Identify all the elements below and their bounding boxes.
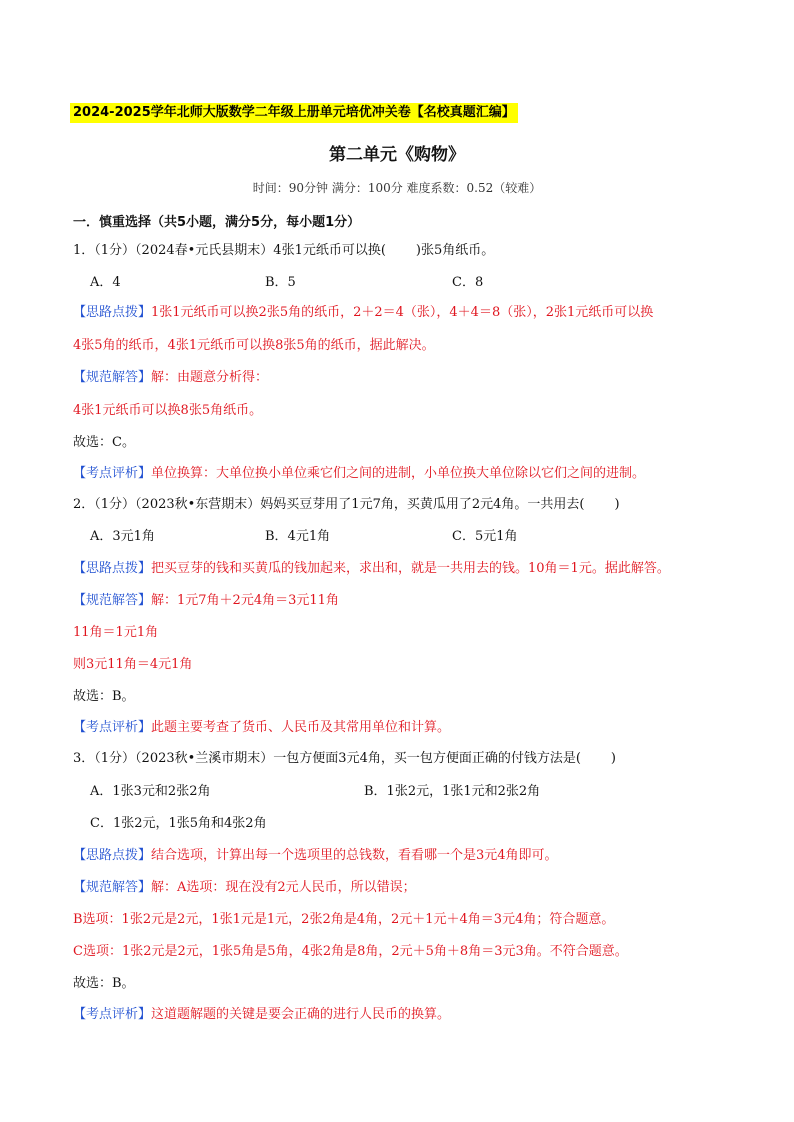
- q1-answer: [73, 368, 268, 388]
- q3-answer-line2: B选项：1张2元是2元，1张1元是1元，2张2角是4角，2元＋1元＋4角＝3元4角；符合题意。: [73, 912, 615, 927]
- q2-hint-text: 把买豆芽的钱和买黄瓜的钱加起来，求出和，就是一共用去的钱。10角＝1元。据此解答。: [151, 561, 670, 576]
- review-tag: 【考点评析】: [73, 466, 152, 481]
- q2-review: [73, 718, 450, 738]
- q3-option-b: B．1张2元，1张1元和2张2角: [364, 784, 541, 799]
- q3-review: [73, 1005, 450, 1025]
- q1-review: [73, 464, 645, 484]
- q2-answer-line2: 11角＝1元1角: [73, 625, 159, 640]
- q2-stem-b: ): [614, 497, 620, 512]
- q2-hint: [73, 559, 670, 579]
- q3-option-a: A．1张3元和2张2角: [90, 784, 211, 799]
- q3-answer-line1: 解：A选项：现在没有2元人民币，所以错误；: [151, 880, 416, 895]
- q1-option-a: A．4: [90, 275, 121, 290]
- q2-option-c: C．5元1角: [452, 529, 518, 544]
- q3-review-text: 这道题解题的关键是要会正确的进行人民币的换算。: [151, 1007, 451, 1022]
- q2-option-a: A．3元1角: [90, 529, 155, 544]
- q1-hint-line2: 4张5角的纸币，4张1元纸币可以换8张5角的纸币，据此解决。: [73, 338, 435, 353]
- q3-answer: [73, 878, 416, 898]
- q1-stem-a: 1．（1分）（2024春•元氏县期末）4张1元纸币可以换(: [73, 243, 386, 258]
- q1-hint-line1: 1张1元纸币可以换2张5角的纸币，2＋2＝4（张），4＋4＝8（张），2张1元纸币可以换: [151, 305, 654, 320]
- answer-tag: 【规范解答】: [73, 593, 152, 608]
- answer-tag: 【规范解答】: [73, 880, 152, 895]
- q1-choice: 故选：C。: [73, 435, 135, 450]
- q3-hint-text: 结合选项，计算出每一个选项里的总钱数，看看哪一个是3元4角即可。: [151, 848, 558, 863]
- hint-tag: 【思路点拨】: [73, 848, 152, 863]
- q1-option-c: C．8: [452, 275, 484, 290]
- q1-option-b: B．5: [265, 275, 296, 290]
- q2-stem: [73, 495, 620, 515]
- review-tag: 【考点评析】: [73, 1007, 152, 1022]
- section-heading: 一．慎重选择（共5小题，满分5分，每小题1分）: [73, 215, 361, 230]
- page-title: 第二单元《购物》: [329, 145, 465, 165]
- q1-answer-line1: 解：由题意分析得：: [151, 370, 269, 385]
- exam-meta: 时间：90分钟 满分：100分 难度系数：0.52（较难）: [252, 181, 542, 195]
- answer-tag: 【规范解答】: [73, 370, 152, 385]
- q2-answer-line3: 则3元11角＝4元1角: [73, 657, 193, 672]
- q3-answer-line3: C选项：1张2元是2元，1张5角是5角，4张2角是8角，2元＋5角＋8角＝3元3角。不符合题意。: [73, 944, 628, 959]
- hint-tag: 【思路点拨】: [73, 305, 152, 320]
- exam-banner: 2024-2025学年北师大版数学二年级上册单元培优冲关卷【名校真题汇编】: [70, 103, 518, 123]
- q2-answer-line1: 解：1元7角＋2元4角＝3元11角: [151, 593, 339, 608]
- q3-stem: [73, 749, 616, 769]
- q3-hint: [73, 846, 558, 866]
- q2-choice: 故选：B。: [73, 689, 135, 704]
- q3-option-c: C．1张2元，1张5角和4张2角: [90, 816, 267, 831]
- q2-option-b: B．4元1角: [265, 529, 331, 544]
- q3-stem-a: 3．（1分）（2023秋•兰溪市期末）一包方便面3元4角，买一包方便面正确的付钱方法是(: [73, 751, 581, 766]
- q1-hint: [73, 303, 653, 323]
- q1-stem: [73, 241, 494, 261]
- q1-answer-line2: 4张1元纸币可以换8张5角纸币。: [73, 403, 263, 418]
- review-tag: 【考点评析】: [73, 720, 152, 735]
- q3-stem-b: ): [610, 751, 616, 766]
- q1-stem-b: )张5角纸币。: [415, 243, 495, 258]
- q2-answer: [73, 591, 339, 611]
- hint-tag: 【思路点拨】: [73, 561, 152, 576]
- q2-stem-a: 2．（1分）（2023秋•东营期末）妈妈买豆芽用了1元7角，买黄瓜用了2元4角。一共用去(: [73, 497, 585, 512]
- q1-review-text: 单位换算：大单位换小单位乘它们之间的进制，小单位换大单位除以它们之间的进制。: [151, 466, 646, 481]
- q2-review-text: 此题主要考查了货币、人民币及其常用单位和计算。: [151, 720, 451, 735]
- q3-choice: 故选：B。: [73, 976, 135, 991]
